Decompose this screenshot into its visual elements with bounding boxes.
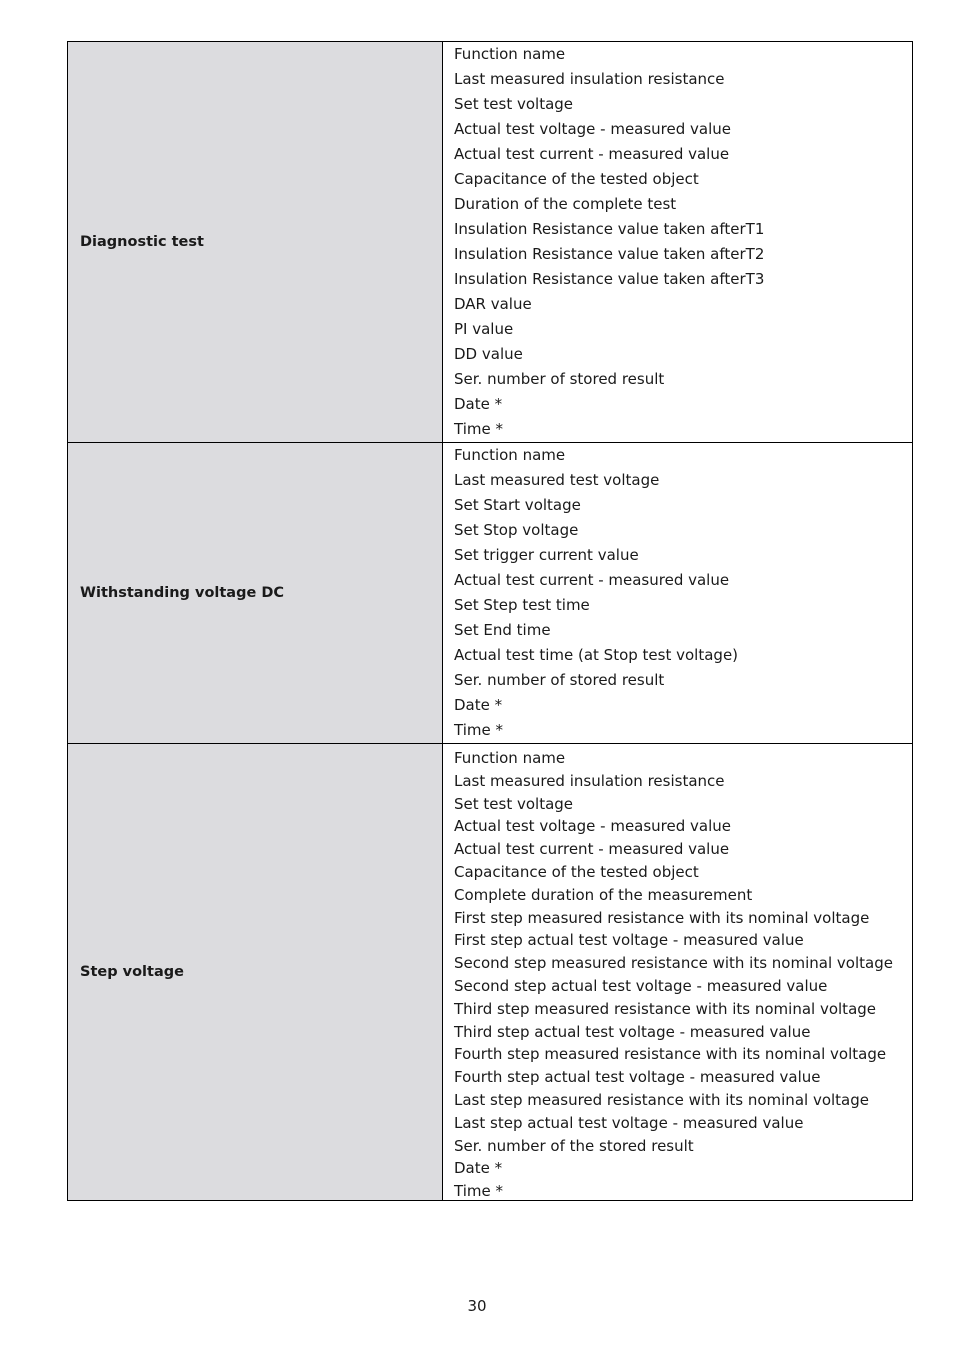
table-row	[67, 743, 913, 1201]
list-item: First step measured resistance with its nominal voltage	[454, 908, 870, 927]
row-label: Withstanding voltage DC	[67, 443, 443, 743]
parameter-list	[443, 744, 913, 1200]
list-item: Time *	[454, 721, 503, 739]
list-item: Capacitance of the tested object	[454, 862, 699, 881]
list-item: Actual test current - measured value	[454, 840, 730, 859]
list-item: Ser. number of stored result	[454, 370, 665, 388]
table-row	[67, 41, 913, 442]
list-item: Time *	[454, 420, 503, 438]
row-label: Diagnostic test	[67, 42, 443, 442]
list-item: Second step actual test voltage - measured value	[454, 976, 828, 995]
list-item: Last measured insulation resistance	[454, 70, 725, 88]
list-item: Set trigger current value	[454, 546, 639, 564]
list-item: Insulation Resistance value taken afterT3	[454, 270, 765, 288]
parameter-list	[443, 42, 913, 442]
list-item: Date *	[454, 1159, 503, 1178]
list-item: Insulation Resistance value taken afterT1	[454, 220, 765, 238]
list-item: Fourth step actual test voltage - measured value	[454, 1068, 821, 1087]
list-item: First step actual test voltage - measured value	[454, 931, 804, 950]
row-label: Step voltage	[67, 744, 443, 1200]
list-item: DD value	[454, 345, 523, 363]
list-item: Insulation Resistance value taken afterT2	[454, 245, 765, 263]
parameter-list	[443, 443, 913, 743]
list-item: Last step actual test voltage - measured value	[454, 1113, 804, 1132]
list-item: Time *	[454, 1182, 503, 1201]
list-item: Complete duration of the measurement	[454, 885, 753, 904]
list-item: Set test voltage	[454, 95, 574, 113]
list-item: Last measured test voltage	[454, 471, 660, 489]
list-item: Set Start voltage	[454, 496, 581, 514]
list-item: DAR value	[454, 295, 532, 313]
list-item: Duration of the complete test	[454, 195, 677, 213]
results-table	[67, 41, 913, 1201]
page-number: 30	[467, 1297, 487, 1315]
list-item: Capacitance of the tested object	[454, 170, 699, 188]
list-item: Last step measured resistance with its nominal voltage	[454, 1090, 869, 1109]
list-item: Third step actual test voltage - measured value	[454, 1022, 811, 1041]
list-item: Function name	[454, 446, 566, 464]
list-item: PI value	[454, 320, 514, 338]
list-item: Actual test voltage - measured value	[454, 817, 732, 836]
list-item: Function name	[454, 45, 566, 63]
list-item: Set test voltage	[454, 794, 574, 813]
list-item: Set End time	[454, 621, 551, 639]
list-item: Set Step test time	[454, 596, 590, 614]
list-item: Date *	[454, 696, 503, 714]
list-item: Third step measured resistance with its nominal voltage	[454, 999, 877, 1018]
list-item: Last measured insulation resistance	[454, 771, 725, 790]
list-item: Ser. number of the stored result	[454, 1136, 694, 1155]
list-item: Actual test time (at Stop test voltage)	[454, 646, 739, 664]
list-item: Actual test current - measured value	[454, 145, 730, 163]
list-item: Second step measured resistance with its nominal voltage	[454, 954, 893, 973]
list-item: Date *	[454, 395, 503, 413]
list-item: Actual test current - measured value	[454, 571, 730, 589]
list-item: Actual test voltage - measured value	[454, 120, 732, 138]
list-item: Ser. number of stored result	[454, 671, 665, 689]
list-item: Set Stop voltage	[454, 521, 579, 539]
list-item: Function name	[454, 749, 566, 767]
list-item: Fourth step measured resistance with its nominal voltage	[454, 1045, 887, 1064]
table-row	[67, 442, 913, 743]
